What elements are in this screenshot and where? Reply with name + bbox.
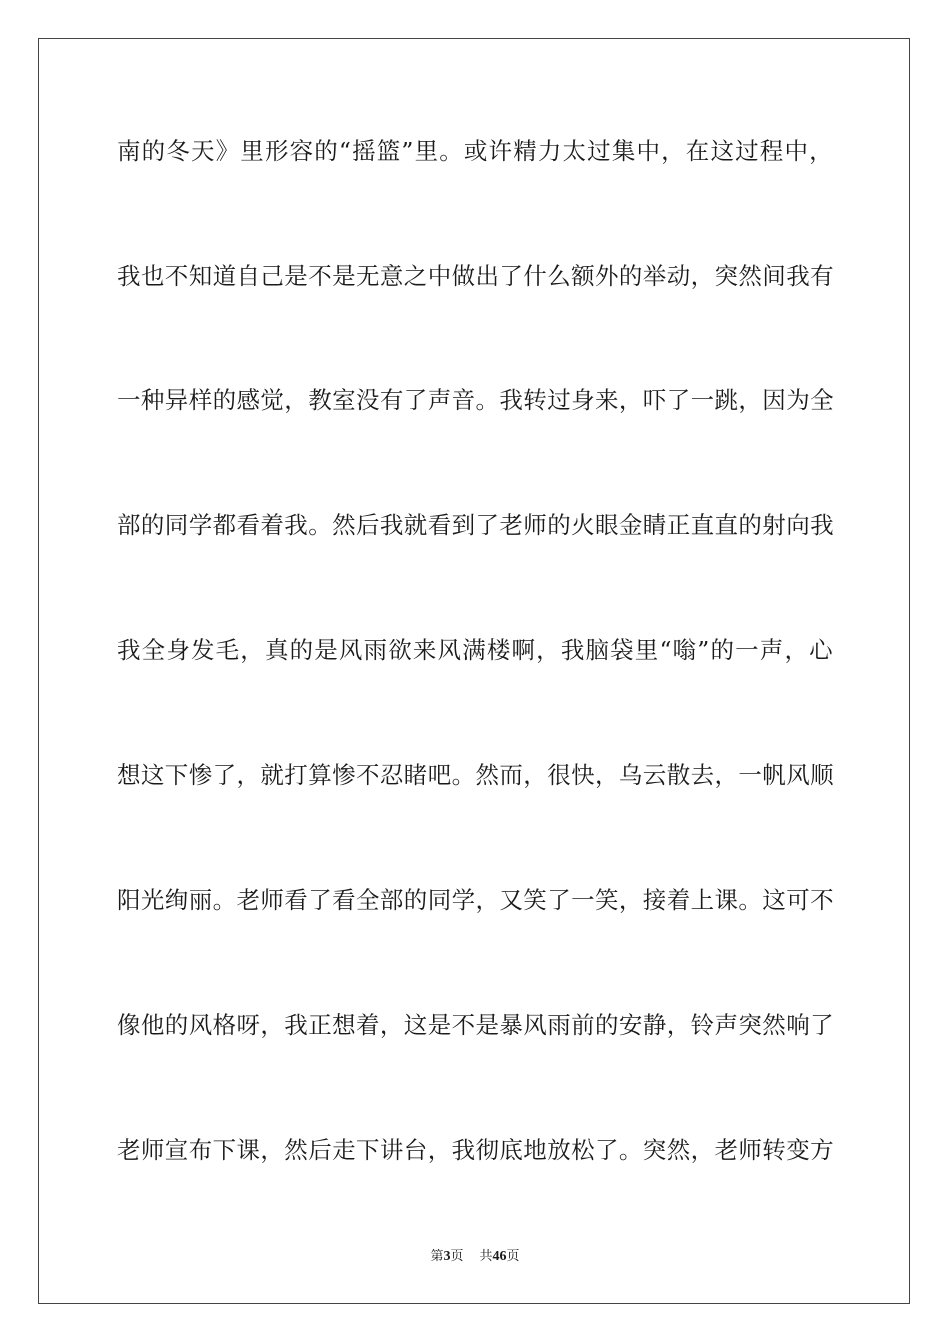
page-prefix: 第 [430, 1249, 444, 1264]
text-line: 想这下惨了，就打算惨不忍睹吧。然而，很快，乌云散去，一帆风顺 [117, 761, 834, 789]
text-line: 部的同学都看着我。然后我就看到了老师的火眼金睛正直直的射向我 [117, 511, 834, 539]
page-footer [0, 1248, 950, 1266]
text-line: 我也不知道自己是不是无意之中做出了什么额外的举动，突然间我有 [117, 262, 834, 290]
text-line: 阳光绚丽。老师看了看全部的同学，又笑了一笑，接着上课。这可不 [117, 886, 834, 914]
page-border [38, 38, 910, 1304]
total-prefix: 共 [479, 1249, 493, 1264]
text-line: 我全身发毛，真的是风雨欲来风满楼啊，我脑袋里“嗡”的一声，心 [117, 636, 833, 664]
total-suffix: 页 [506, 1249, 520, 1264]
text-line: 像他的风格呀，我正想着，这是不是暴风雨前的安静，铃声突然响了 [117, 1011, 834, 1039]
text-line: 南的冬天》里形容的“摇篮”里。或许精力太过集中，在这过程中， [117, 137, 833, 165]
page-suffix: 页 [450, 1249, 464, 1264]
page-number: 3 [443, 1249, 451, 1264]
text-line: 一种异样的感觉，教室没有了声音。我转过身来，吓了一跳，因为全 [117, 386, 834, 414]
total-pages: 46 [492, 1249, 507, 1264]
text-line: 老师宣布下课，然后走下讲台，我彻底地放松了。突然，老师转变方 [117, 1136, 834, 1164]
